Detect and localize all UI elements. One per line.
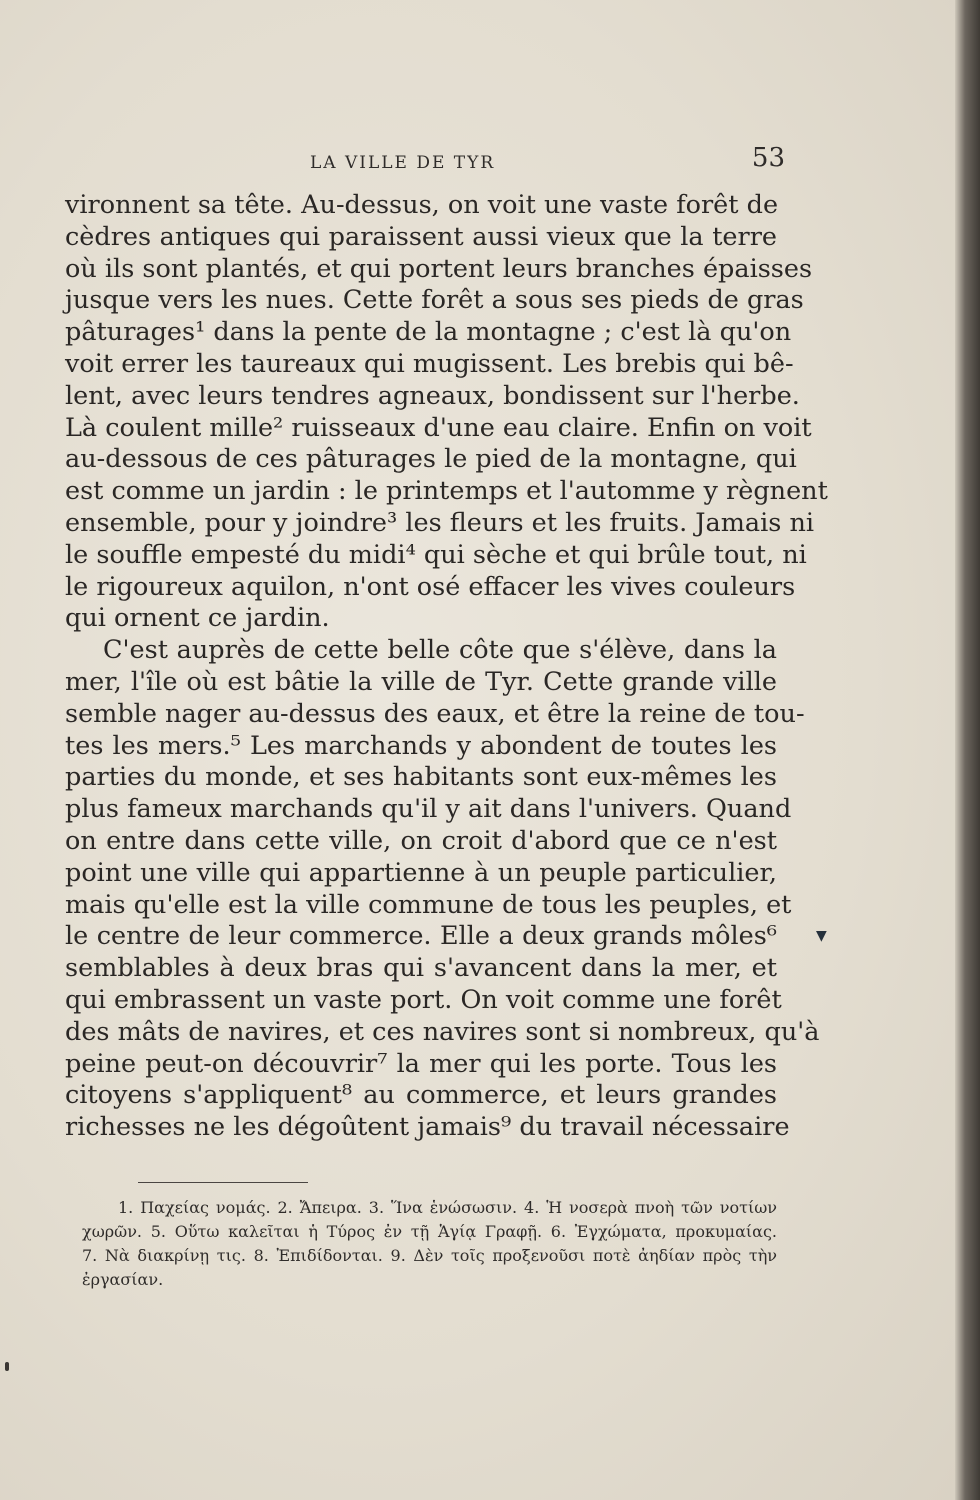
text-line: plus fameux marchands qu'il y ait dans l'univers. Quand bbox=[65, 794, 792, 825]
text-line: point une ville qui appartienne à un peuple particulier, bbox=[65, 857, 777, 888]
footnote-divider bbox=[138, 1182, 308, 1183]
text-line: qui ornent ce jardin. bbox=[65, 603, 330, 634]
text-line: semblables à deux bras qui s'avancent dans la mer, et bbox=[65, 953, 777, 984]
text-line: C'est auprès de cette belle côte que s'élève, dans la bbox=[103, 635, 777, 666]
text-line: jusque vers les nues. Cette forêt a sous ses pieds de gras bbox=[65, 285, 804, 316]
paragraph-2 bbox=[65, 635, 820, 1144]
footnote-line: 1. Παχείας νομάς. 2. Ἄπειρα. 3. Ἵνα ἑνώσωσιν. 4. Ἡ νοσερὰ πνοὴ τῶν νοτίων bbox=[118, 1198, 777, 1217]
text-line: qui embrassent un vaste port. On voit comme une forêt bbox=[65, 984, 782, 1015]
footnote-line: ἐργασίαν. bbox=[82, 1270, 164, 1289]
text-line: peine peut-on découvrir⁷ la mer qui les porte. Tous les bbox=[65, 1048, 777, 1079]
text-line: richesses ne les dégoûtent jamais⁹ du travail nécessaire bbox=[65, 1112, 790, 1143]
ink-dot-icon bbox=[5, 1362, 9, 1371]
footnotes bbox=[82, 1196, 777, 1292]
text-line: citoyens s'appliquent⁸ au commerce, et leurs grandes bbox=[65, 1080, 777, 1111]
page-edge bbox=[955, 0, 980, 1500]
paragraph-1 bbox=[65, 190, 828, 635]
text-line: mer, l'île où est bâtie la ville de Tyr. Cette grande ville bbox=[65, 666, 777, 697]
text-line: parties du monde, et ses habitants sont eux-mêmes les bbox=[65, 762, 777, 793]
text-line: le rigoureux aquilon, n'ont osé effacer les vives couleurs bbox=[65, 571, 796, 602]
text-line: lent, avec leurs tendres agneaux, bondissent sur l'herbe. bbox=[65, 380, 800, 411]
text-line: pâturages¹ dans la pente de la montagne ; c'est là qu'on bbox=[65, 317, 792, 348]
text-line: mais qu'elle est la ville commune de tous les peuples, et bbox=[65, 889, 792, 920]
body-text bbox=[65, 190, 828, 1144]
text-line: où ils sont plantés, et qui portent leurs branches épaisses bbox=[65, 253, 813, 284]
footnote-line: 7. Νὰ διακρίνῃ τις. 8. Ἐπιδίδονται. 9. Δὲν τοῖς προξενοῦσι ποτὲ ἀηδίαν πρὸς τὴν bbox=[82, 1246, 777, 1265]
text-line: au-dessous de ces pâturages le pied de la montagne, qui bbox=[65, 444, 797, 475]
ink-mark-icon: ▼ bbox=[816, 928, 827, 944]
page-number: 53 bbox=[751, 143, 785, 173]
text-line: on entre dans cette ville, on croit d'abord que ce n'est bbox=[65, 825, 777, 856]
text-line: tes les mers.⁵ Les marchands y abondent de toutes les bbox=[65, 730, 777, 761]
text-line: est comme un jardin : le printemps et l'automme y règnent bbox=[65, 476, 828, 507]
text-line: ensemble, pour y joindre³ les fleurs et les fruits. Jamais ni bbox=[65, 507, 815, 538]
text-line: le souffle empesté du midi⁴ qui sèche et qui brûle tout, ni bbox=[65, 539, 807, 570]
text-line: cèdres antiques qui paraissent aussi vieux que la terre bbox=[65, 221, 777, 252]
running-title: LA VILLE DE TYR bbox=[310, 153, 496, 173]
footnote-line: χωρῶν. 5. Οὕτω καλεῖται ἡ Τύρος ἐν τῇ Ἁγίᾳ Γραφῇ. 6. Ἐγχώματα, προκυμαίας. bbox=[82, 1222, 777, 1241]
text-line: voit errer les taureaux qui mugissent. Les brebis qui bê- bbox=[65, 348, 794, 379]
text-line: vironnent sa tête. Au-dessus, on voit une vaste forêt de bbox=[65, 190, 779, 220]
text-line: Là coulent mille² ruisseaux d'une eau claire. Enfin on voit bbox=[65, 412, 812, 443]
text-line: le centre de leur commerce. Elle a deux grands môles⁶ bbox=[65, 921, 777, 952]
text-line: des mâts de navires, et ces navires sont si nombreux, qu'à bbox=[65, 1016, 820, 1047]
text-line: semble nager au-dessus des eaux, et être la reine de tou- bbox=[65, 698, 805, 729]
